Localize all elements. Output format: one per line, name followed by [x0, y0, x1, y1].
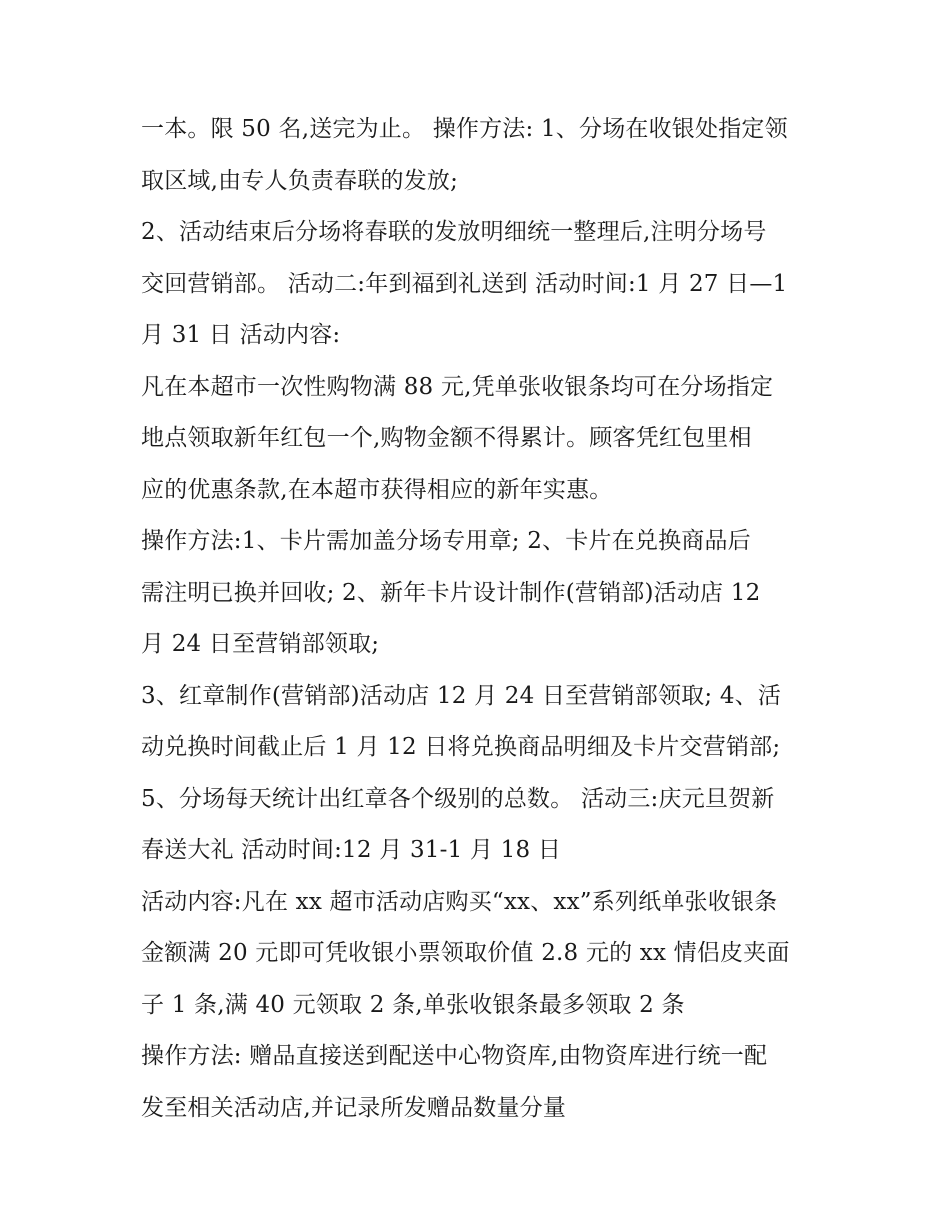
- text-line: 金额满 20 元即可凭收银小票领取价值 2.8 元的 xx 情侣皮夹面: [141, 940, 790, 966]
- text-line: 应的优惠条款,在本超市获得相应的新年实惠。: [141, 476, 613, 503]
- text-line: 发至相关活动店,并记录所发赠品数量分量: [141, 1094, 567, 1121]
- text-line: 需注明已换并回收; 2、新年卡片设计制作(营销部)活动店 12: [141, 579, 761, 606]
- text-line: 3、红章制作(营销部)活动店 12 月 24 日至营销部领取; 4、活: [141, 682, 782, 709]
- text-line: 月 31 日 活动内容:: [141, 322, 341, 348]
- text-line: 地点领取新年红包一个,购物金额不得累计。顾客凭红包里相: [141, 425, 752, 451]
- text-line: 5、分场每天统计出红章各个级别的总数。 活动三:庆元旦贺新: [141, 785, 775, 812]
- text-line: 2、活动结束后分场将春联的发放明细统一整理后,注明分场号: [141, 219, 767, 245]
- text-line: 活动内容:凡在 xx 超市活动店购买“xx、xx”系列纸单张收银条: [141, 888, 778, 915]
- text-line: 动兑换时间截止后 1 月 12 日将兑换商品明细及卡片交营销部;: [141, 734, 781, 760]
- text-line: 取区域,由专人负责春联的发放;: [141, 167, 459, 194]
- text-line: 一本。限 50 名,送完为止。 操作方法: 1、分场在收银处指定领: [141, 116, 788, 142]
- text-line: 春送大礼 活动时间:12 月 31-1 月 18 日: [141, 837, 562, 863]
- text-line: 操作方法: 赠品直接送到配送中心物资库,由物资库进行统一配: [141, 1043, 768, 1069]
- text-line: 凡在本超市一次性购物满 88 元,凭单张收银条均可在分场指定: [141, 373, 774, 400]
- document-body: [141, 104, 821, 1134]
- text-line: 月 24 日至营销部领取;: [141, 631, 380, 657]
- text-line: 交回营销部。 活动二:年到福到礼送到 活动时间:1 月 27 日—1: [141, 270, 788, 297]
- text-line: 操作方法:1、卡片需加盖分场专用章; 2、卡片在兑换商品后: [141, 528, 751, 554]
- text-line: 子 1 条,满 40 元领取 2 条,单张收银条最多领取 2 条: [141, 991, 685, 1018]
